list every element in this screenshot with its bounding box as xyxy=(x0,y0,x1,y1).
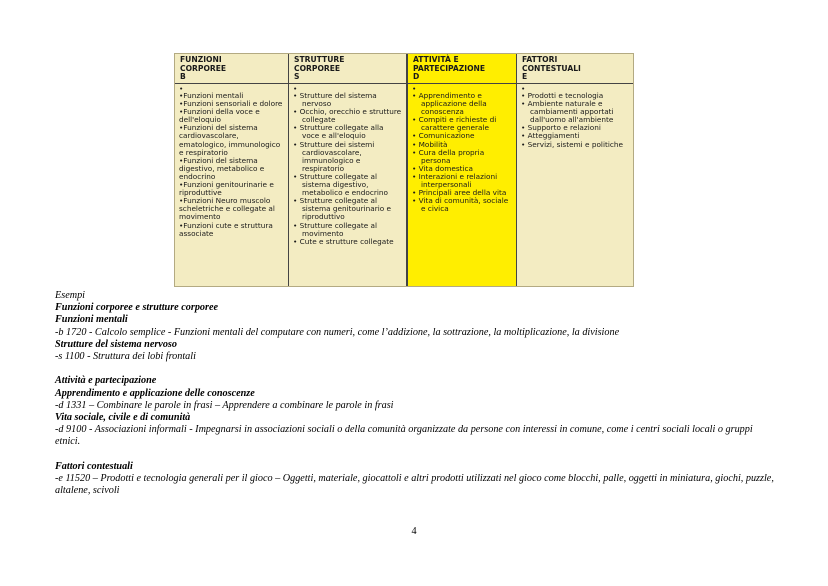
list-item: •Funzioni del sistema digestivo, metabolico e endocrino xyxy=(179,155,265,181)
column-items xyxy=(408,84,516,213)
column-items xyxy=(175,84,288,238)
example-line: -e 11520 – Prodotti e tecnologia generali per il gioco – Oggetti, materiale, giocattoli e altri prodotti utilizzati nel gioco come blocchi, palle, oggetti in miniatura, giochi, puzzle, altalene, scivoli xyxy=(55,473,774,497)
spacer xyxy=(55,449,775,461)
subsection-heading: Funzioni mentali xyxy=(55,314,128,326)
column-header: STRUTTURE CORPOREE S xyxy=(289,54,406,84)
list-item: • Principali aree della vita xyxy=(412,188,507,198)
list-item: •Funzioni della voce e dell'eloquio xyxy=(179,107,260,125)
list-item: • xyxy=(293,84,298,93)
list-item: • Supporto e relazioni xyxy=(521,123,601,133)
example-line: -d 1331 – Combinare le parole in frasi – Apprendere a combinare le parole in frasi xyxy=(55,399,394,411)
list-item: • Ambiente naturale e cambiamenti apportati dall'uomo all'ambiente xyxy=(521,99,614,125)
list-item: • Comunicazione xyxy=(412,131,475,141)
list-item: •Funzioni genitourinarie e riproduttive xyxy=(179,180,274,198)
icf-classification-table xyxy=(174,53,634,287)
column-attivita-partecipazione xyxy=(407,54,517,286)
subsection-heading: Strutture del sistema nervoso xyxy=(55,338,177,350)
column-items xyxy=(289,84,406,246)
list-item: • Cura della propria persona xyxy=(412,147,485,165)
column-strutture-corporee xyxy=(289,54,407,286)
example-line: -s 1100 - Struttura dei lobi frontali xyxy=(55,351,196,363)
list-item: • xyxy=(521,84,526,93)
list-item: •Funzioni cute e struttura associate xyxy=(179,220,273,238)
list-item: • Strutture collegate al movimento xyxy=(293,220,378,238)
list-item: • Mobilità xyxy=(412,139,448,149)
list-item: • xyxy=(412,84,417,93)
list-item: •Funzioni sensoriali e dolore xyxy=(179,99,283,109)
list-item: • Vita di comunità, sociale e civica xyxy=(412,196,509,214)
list-item: • Strutture del sistema nervoso xyxy=(293,91,377,109)
list-item: • xyxy=(179,84,184,93)
examples-section xyxy=(55,290,775,497)
example-line: -d 9100 - Associazioni informali - Impegnarsi in associazioni sociali o della comunità organizzate da persone con interessi in comune, come i centri sociali locali o gruppi etnici. xyxy=(55,424,753,448)
list-item: •Funzioni mentali xyxy=(179,91,244,100)
list-item: • Atteggiamenti xyxy=(521,131,580,141)
example-line: -b 1720 - Calcolo semplice - Funzioni mentali del computare con numeri, come l’addizione, la sottrazione, la moltiplicazione, la divisione xyxy=(55,326,620,338)
list-item: • Strutture collegate al sistema digestivo, metabolico e endocrino xyxy=(293,171,389,198)
column-fattori-contestuali xyxy=(517,54,633,286)
list-item: • Prodotti e tecnologia xyxy=(521,91,604,100)
list-item: • Strutture collegate alla voce e all'eloquio xyxy=(293,123,384,141)
list-item: • Vita domestica xyxy=(412,163,474,173)
column-header: ATTIVITÀ E PARTECIPAZIONE D xyxy=(408,54,516,84)
list-item: •Funzioni Neuro muscolo scheletriche e collegate al movimento xyxy=(179,196,275,222)
examples-label: Esempi xyxy=(55,290,85,301)
spacer xyxy=(55,363,775,375)
column-header: FUNZIONI CORPOREE B xyxy=(175,54,288,84)
list-item: • Cute e strutture collegate xyxy=(293,236,394,246)
page-number: 4 xyxy=(411,526,417,537)
column-items xyxy=(517,84,633,149)
list-item: • Strutture collegate al sistema genitourinario e riproduttivo xyxy=(293,196,392,222)
subsection-heading: Vita sociale, civile e di comunità xyxy=(55,412,191,424)
list-item: • Compiti e richieste di carattere generale xyxy=(412,115,497,133)
list-item: •Funzioni del sistema cardiovascolare, ematologico, immunologico e respiratorio xyxy=(179,123,281,157)
list-item: • Apprendimento e applicazione della conoscenza xyxy=(412,91,487,117)
list-item: • Interazioni e relazioni interpersonali xyxy=(412,171,498,190)
section-heading: Attività e partecipazione xyxy=(55,375,157,387)
subsection-heading: Apprendimento e applicazione delle conoscenze xyxy=(55,387,255,399)
column-header: FATTORI CONTESTUALI E xyxy=(517,54,633,84)
column-funzioni-corporee xyxy=(175,54,289,286)
list-item: • Servizi, sistemi e politiche xyxy=(521,139,623,149)
section-heading: Funzioni corporee e strutture corporee xyxy=(55,302,219,314)
section-heading: Fattori contestuali xyxy=(55,460,133,472)
list-item: • Occhio, orecchio e strutture collegate xyxy=(293,107,402,125)
list-item: • Strutture dei sistemi cardiovascolare, immunologico e respiratorio xyxy=(293,139,375,173)
